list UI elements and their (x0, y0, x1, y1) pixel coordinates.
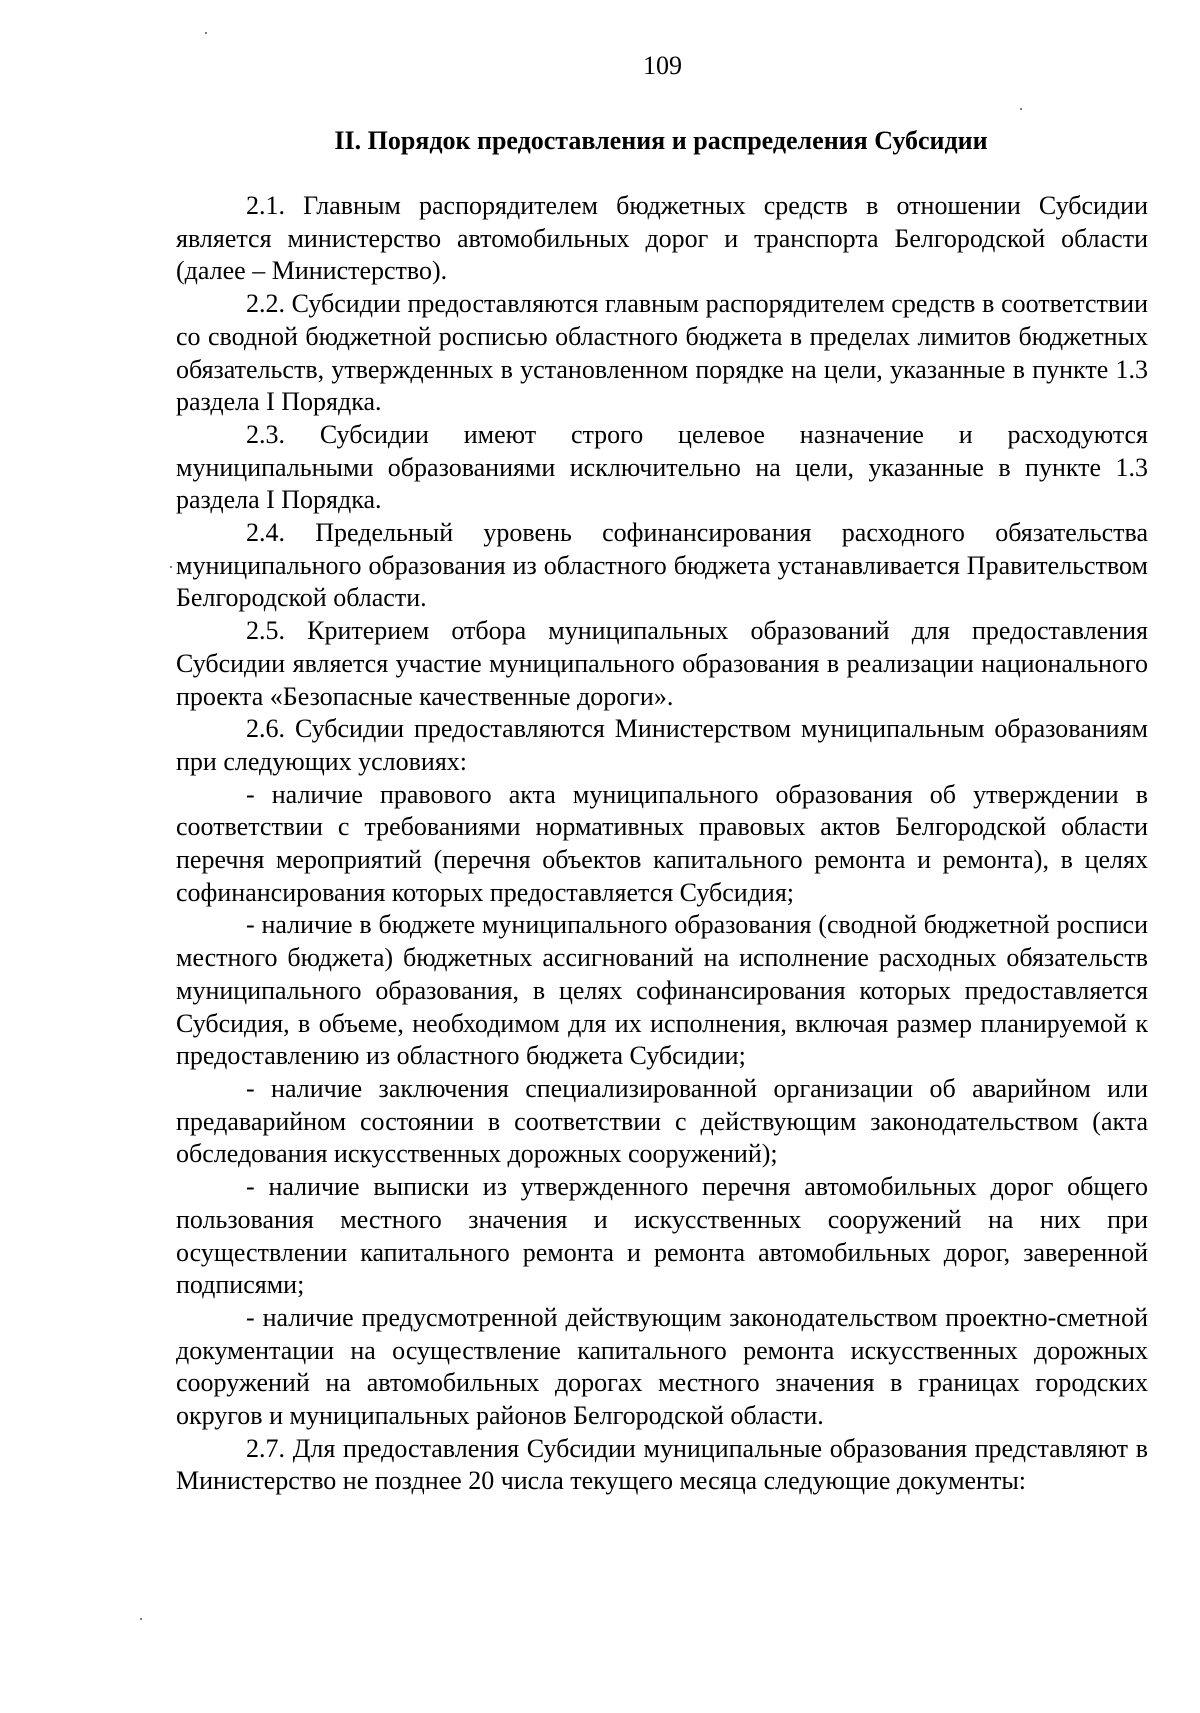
condition-legal-act: - наличие правового акта муниципального образования об утверждении в соответствии с требованиями нормативных правовых актов Белгородской области перечня мероприятий (перечня объектов капитального ремонта и ремонта), в целях софинансирования которых предоставляется Субсидия; (176, 779, 1148, 907)
paragraph-2-3: 2.3. Субсидии имеют строго целевое назначение и расходуются муниципальными образованиями исключительно на цели, указанные в пункте 1.3 раздела I Порядка. (176, 419, 1148, 515)
condition-design-documentation: - наличие предусмотренной действующим законодательством проектно-сметной документации на осуществление капитального ремонта искусственных дорожных сооружений на автомобильных дорогах местного значения в границах городских округов и муниципальных районов Белгородской области. (176, 1302, 1148, 1431)
page-number: 109 (643, 51, 682, 80)
paragraph-2-2: 2.2. Субсидии предоставляются главным распорядителем средств в соответствии со сводной бюджетной росписью областного бюджета в пределах лимитов бюджетных обязательств, утвержденных в установленном порядке на цели, указанные в пункте 1.3 раздела I Порядка. (176, 289, 1148, 417)
document-body (176, 190, 1148, 1498)
condition-budget-allocations: - наличие в бюджете муниципального образования (сводной бюджетной росписи местного бюджета) бюджетных ассигнований на исполнение расходных обязательств муниципального образования, в целях софинансирования которых предоставляется Субсидия, в объеме, необходимом для их исполнения, включая размер планируемой к предоставлению из областного бюджета Субсидии; (176, 910, 1148, 1071)
paragraph-2-1: 2.1. Главным распорядителем бюджетных средств в отношении Субсидии является министерство автомобильных дорог и транспорта Белгородской области (далее – Министерство). (176, 191, 1148, 286)
paragraph-2-4: 2.4. Предельный уровень софинансирования расходного обязательства муниципального образования из областного бюджета устанавливается Правительством Белгородской области. (176, 518, 1148, 613)
condition-road-list-extract: - наличие выписки из утвержденного перечня автомобильных дорог общего пользования местного значения и искусственных сооружений на них при осуществлении капитального ремонта и ремонта автомобильных дорог, заверенной подписями; (176, 1172, 1148, 1300)
scan-speck (205, 32, 207, 34)
paragraph-2-6: 2.6. Субсидии предоставляются Министерством муниципальным образованиям при следующих условиях: (176, 714, 1148, 776)
scan-speck (1020, 108, 1022, 110)
paragraph-2-5: 2.5. Критерием отбора муниципальных образований для предоставления Субсидии является участие муниципального образования в реализации национального проекта «Безопасные качественные дороги». (176, 616, 1148, 711)
paragraph-2-7: 2.7. Для предоставления Субсидии муниципальные образования представляют в Министерство не позднее 20 числа текущего месяца следующие документы: (176, 1433, 1148, 1496)
scan-speck (170, 566, 172, 568)
condition-expert-conclusion: - наличие заключения специализированной организации об аварийном или предаварийном состоянии в соответствии с действующим законодательством (акта обследования искусственных дорожных сооружений); (176, 1073, 1148, 1169)
section-title: II. Порядок предоставления и распределения Субсидии (334, 126, 988, 155)
scan-speck (140, 1618, 142, 1620)
